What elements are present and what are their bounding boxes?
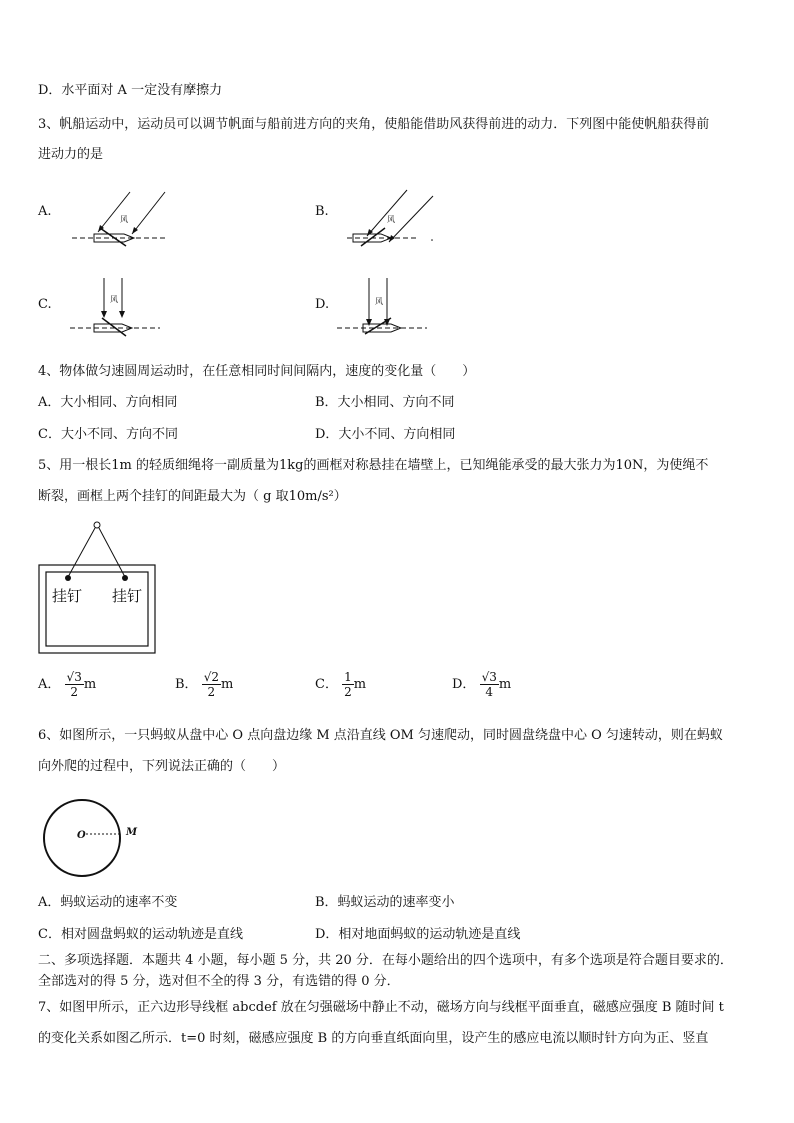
section2-heading-line2: 全部选对的得 5 分，选对但不全的得 3 分，有选错的得 0 分． bbox=[38, 974, 400, 989]
q3-figure-c bbox=[68, 276, 168, 338]
q3-stem-line1: 3、帆船运动中，运动员可以调节帆面与船前进方向的夹角，使船能借助风获得前进的动力．下列图中能使帆船获得前 bbox=[38, 117, 710, 132]
q4-stem: 4、物体做匀速圆周运动时，在任意相同时间间隔内，速度的变化量（ ） bbox=[38, 364, 476, 379]
q3-option-c-label: C. bbox=[38, 297, 52, 312]
q5-option-a-label: A． bbox=[38, 677, 61, 692]
picture-frame-figure bbox=[38, 520, 158, 655]
q5-option-c: C． $\frac{1}{2}$ m bbox=[315, 670, 367, 699]
q3-figure-b bbox=[345, 188, 445, 248]
q5-stem-line2: 断裂，画框上两个挂钉的间距最大为（ g 取10m/s²） bbox=[38, 489, 347, 504]
section2-heading-line1: 二、多项选择题．本题共 4 小题，每小题 5 分，共 20 分．在每小题给出的四个选项中，有多个选项是符合题目要求的． bbox=[38, 953, 733, 968]
nail-right-label: 挂钉 bbox=[112, 587, 143, 605]
q3-option-b-label: B. bbox=[315, 204, 329, 219]
q5-option-d: D． $\frac{√3}{4}$ m bbox=[452, 670, 512, 699]
q3-option-a-label: A. bbox=[38, 204, 52, 219]
q7-stem-line1: 7、如图甲所示，正六边形导线框 abcdef 放在匀强磁场中静止不动，磁场方向与线框平面垂直，磁感应强度 B 随时间 t bbox=[38, 1000, 724, 1015]
q3-option-d-label: D. bbox=[315, 297, 330, 312]
q6-option-c: C．相对圆盘蚂蚁的运动轨迹是直线 bbox=[38, 927, 243, 942]
q5-option-a-fraction: $\frac{√3}{2}$ bbox=[66, 670, 82, 699]
q3-figure-d bbox=[335, 276, 435, 338]
q5-option-a: A． $\frac{√3}{2}$ m bbox=[38, 670, 97, 699]
q3-figure-a bbox=[70, 188, 180, 248]
q6-option-a: A．蚂蚁运动的速率不变 bbox=[38, 895, 178, 910]
svg-text:风: 风 bbox=[110, 295, 118, 304]
q5-option-b-label: B． bbox=[175, 677, 198, 692]
q5-option-d-fraction: $\frac{√3}{4}$ bbox=[481, 670, 497, 699]
q5-stem-line1: 5、用一根长1m 的轻质细绳将一副质量为1kg的画框对称悬挂在墙壁上，已知绳能承受的最大张力为10N，为使绳不 bbox=[38, 458, 709, 473]
q4-option-b: B．大小相同、方向不同 bbox=[315, 395, 455, 410]
svg-text:风: 风 bbox=[375, 297, 383, 306]
q6-option-d: D．相对地面蚂蚁的运动轨迹是直线 bbox=[315, 927, 521, 942]
q2-option-d: D．水平面对 A 一定没有摩擦力 bbox=[38, 83, 223, 98]
nail-left-label: 挂钉 bbox=[52, 587, 83, 605]
q3-figure-a-wind: 风 bbox=[120, 215, 128, 224]
q3-stem-line2: 进动力的是 bbox=[38, 147, 104, 162]
q5-option-c-fraction: $\frac{1}{2}$ bbox=[344, 670, 352, 699]
label-o: O bbox=[77, 830, 86, 841]
q5-option-c-label: C． bbox=[315, 677, 338, 692]
q4-option-c: C．大小不同、方向不同 bbox=[38, 427, 178, 442]
disk-figure bbox=[40, 797, 150, 879]
q7-stem-line2: 的变化关系如图乙所示．t=0 时刻，磁感应强度 B 的方向垂直纸面向里，设产生的感应电流以顺时针方向为正、竖直 bbox=[38, 1031, 709, 1046]
q5-option-b-fraction: $\frac{√2}{2}$ bbox=[203, 670, 219, 699]
q4-option-d: D．大小不同、方向相同 bbox=[315, 427, 456, 442]
q6-option-b: B．蚂蚁运动的速率变小 bbox=[315, 895, 455, 910]
q6-stem-line1: 6、如图所示，一只蚂蚁从盘中心 O 点向盘边缘 M 点沿直线 OM 匀速爬动，同时圆盘绕盘中心 O 匀速转动，则在蚂蚁 bbox=[38, 728, 723, 743]
q4-option-a: A．大小相同、方向相同 bbox=[38, 395, 178, 410]
q6-stem-line2: 向外爬的过程中，下列说法正确的（ ） bbox=[38, 759, 286, 774]
svg-text:风: 风 bbox=[387, 215, 395, 224]
q5-option-d-label: D． bbox=[452, 677, 476, 692]
q5-option-b: B． $\frac{√2}{2}$ m bbox=[175, 670, 234, 699]
label-m: M bbox=[126, 827, 138, 838]
